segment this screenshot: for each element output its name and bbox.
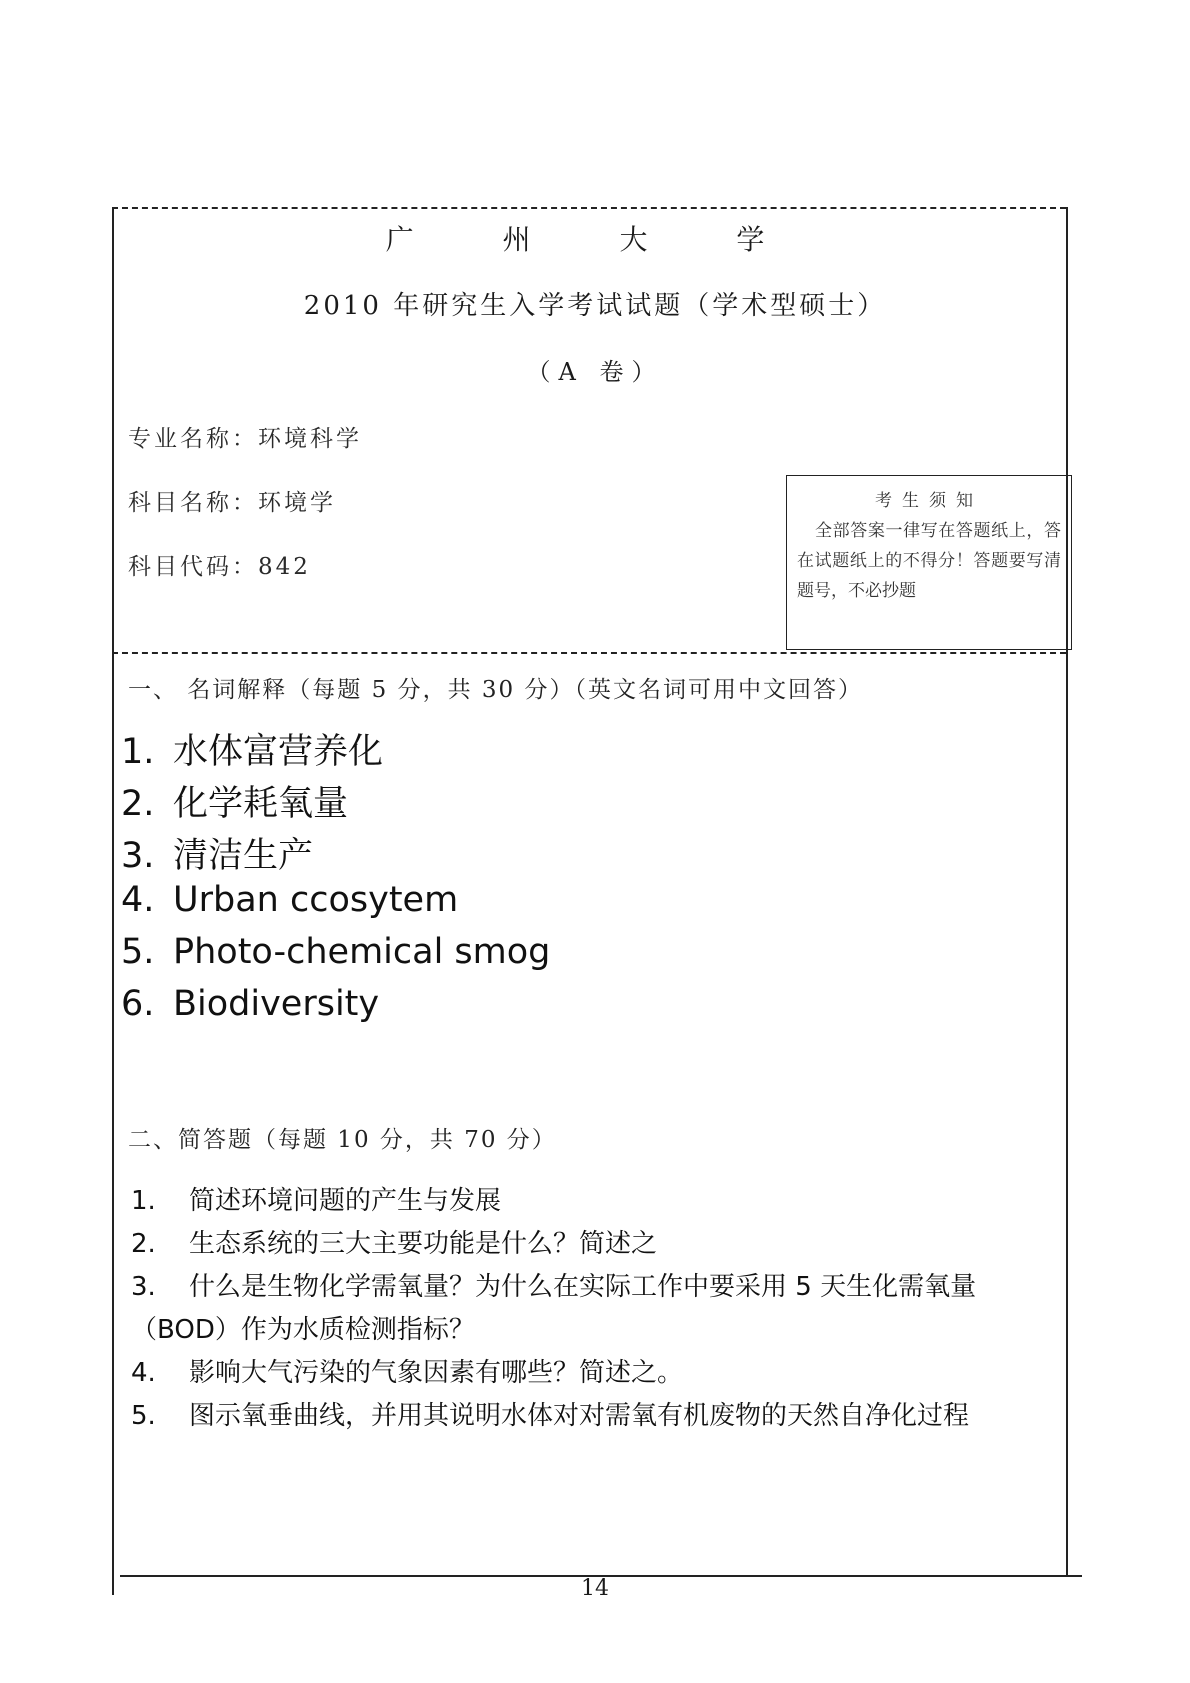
question-item: 3. 什么是生物化学需氧量？为什么在实际工作中要采用 5 天生化需氧量 [131, 1272, 977, 1302]
term-item: 3. 清洁生产 [121, 836, 314, 876]
paper-version: （A 卷） [526, 358, 664, 386]
frame-right-border [1066, 207, 1068, 1575]
question-item: 1. 简述环境问题的产生与发展 [131, 1186, 502, 1216]
candidate-notice-box [786, 475, 1072, 650]
question-item: 4. 影响大气污染的气象因素有哪些？简述之。 [131, 1358, 684, 1388]
question-continuation: （BOD）作为水质检测指标？ [131, 1315, 475, 1345]
page-number: 14 [581, 1576, 609, 1601]
header-divider [112, 652, 1066, 654]
subject-name: 科目名称：环境学 [128, 490, 336, 516]
term-item: 1. 水体富营养化 [121, 732, 384, 772]
exam-title: 2010 年研究生入学考试试题（学术型硕士） [303, 291, 887, 321]
term-item: 2. 化学耗氧量 [121, 784, 349, 824]
question-item: 5. 图示氧垂曲线，并用其说明水体对对需氧有机废物的天然自净化过程 [131, 1401, 970, 1431]
major-name: 专业名称：环境科学 [128, 426, 362, 452]
question-item: 2. 生态系统的三大主要功能是什么？简述之 [131, 1229, 658, 1259]
section1-heading: 一、 名词解释（每题 5 分，共 30 分）（英文名词可用中文回答） [128, 677, 863, 703]
term-item: 4. Urban ccosytem [121, 880, 459, 920]
subject-code: 科目代码：842 [128, 554, 311, 580]
university-name: 广 州 大 学 [385, 223, 805, 256]
section2-heading: 二、简答题（每题 10 分，共 70 分） [128, 1127, 557, 1153]
frame-left-border [112, 207, 114, 1595]
term-item: 6. Biodiversity [121, 984, 380, 1024]
term-item: 5. Photo-chemical smog [121, 932, 551, 972]
notice-body: 全部答案一律写在答题纸上，答在试题纸上的不得分！答题要写清题号，不必抄题 [797, 521, 1061, 601]
notice-title: 考生须知 [875, 491, 983, 511]
frame-top-border [112, 207, 1066, 209]
